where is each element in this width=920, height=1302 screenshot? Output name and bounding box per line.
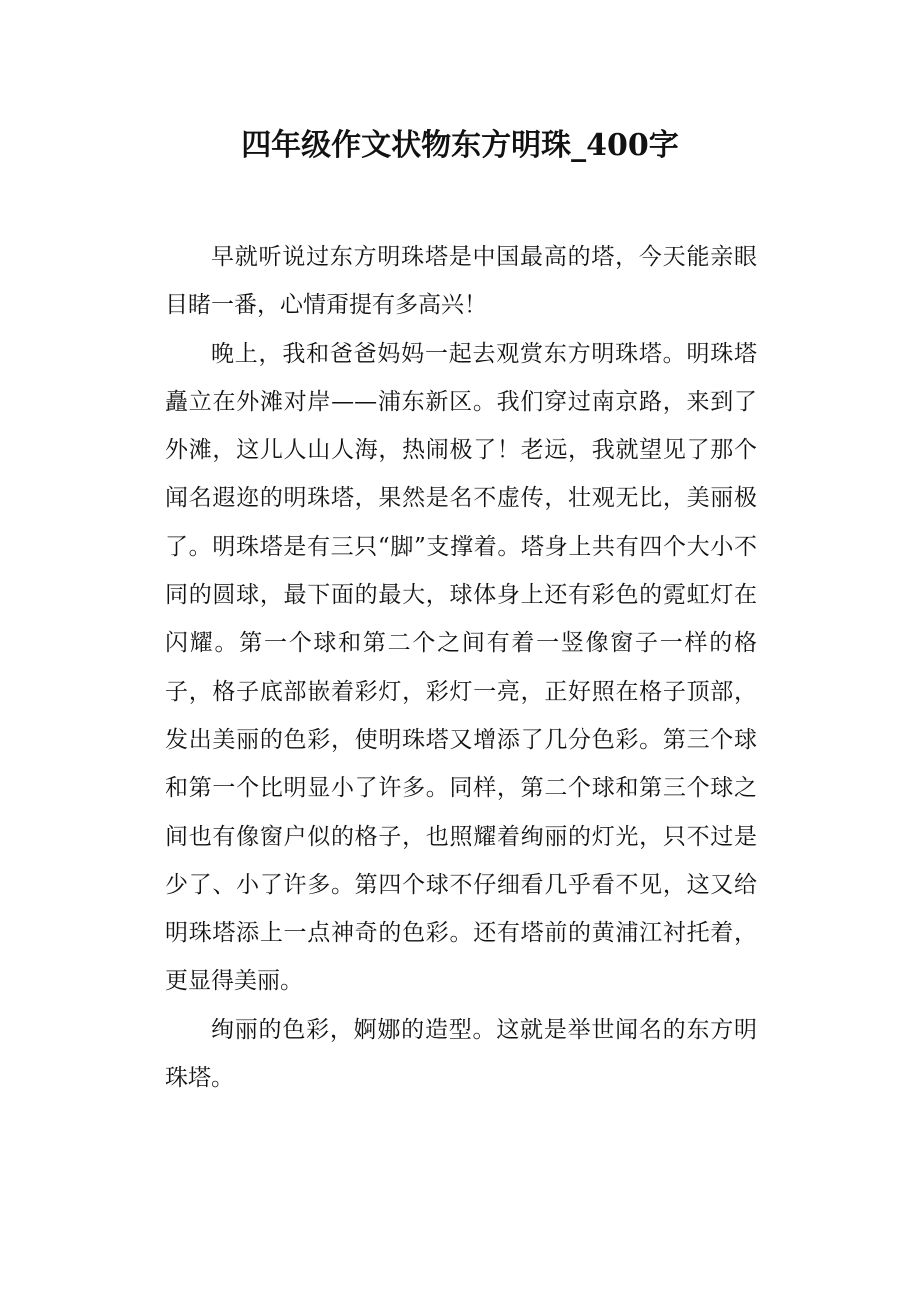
- paragraph-1: 早就听说过东方明珠塔是中国最高的塔，今天能亲眼目睹一番，心情甭提有多高兴！: [165, 244, 757, 319]
- document-body: [165, 233, 757, 1102]
- document-title: 四年级作文状物东方明珠_400字: [241, 128, 679, 163]
- paragraph-2: 晚上，我和爸爸妈妈一起去观赏东方明珠塔。明珠塔矗立在外滩对岸——浦东新区。我们穿过南京路，来到了外滩，这儿人山人海，热闹极了！老远，我就望见了那个闻名遐迩的明珠塔，果然是名不虚传，壮观无比，美丽极了。明珠塔是有三只“脚”支撑着。塔身上共有四个大小不同的圆球，最下面的最大，球体身上还有彩色的霓虹灯在闪耀。第一个球和第二个之间有着一竖像窗子一样的格子，格子底部嵌着彩灯，彩灯一亮，正好照在格子顶部，发出美丽的色彩，使明珠塔又增添了几分色彩。第三个球和第一个比明显小了许多。同样，第二个球和第三个球之间也有像窗户似的格子，也照耀着绚丽的灯光，只不过是少了、小了许多。第四个球不仔细看几乎看不见，这又给明珠塔添上一点神奇的色彩。还有塔前的黄浦江衬托着，更显得美丽。: [165, 340, 757, 995]
- paragraph-3: 绚丽的色彩，婀娜的造型。这就是举世闻名的东方明珠塔。: [165, 1016, 757, 1092]
